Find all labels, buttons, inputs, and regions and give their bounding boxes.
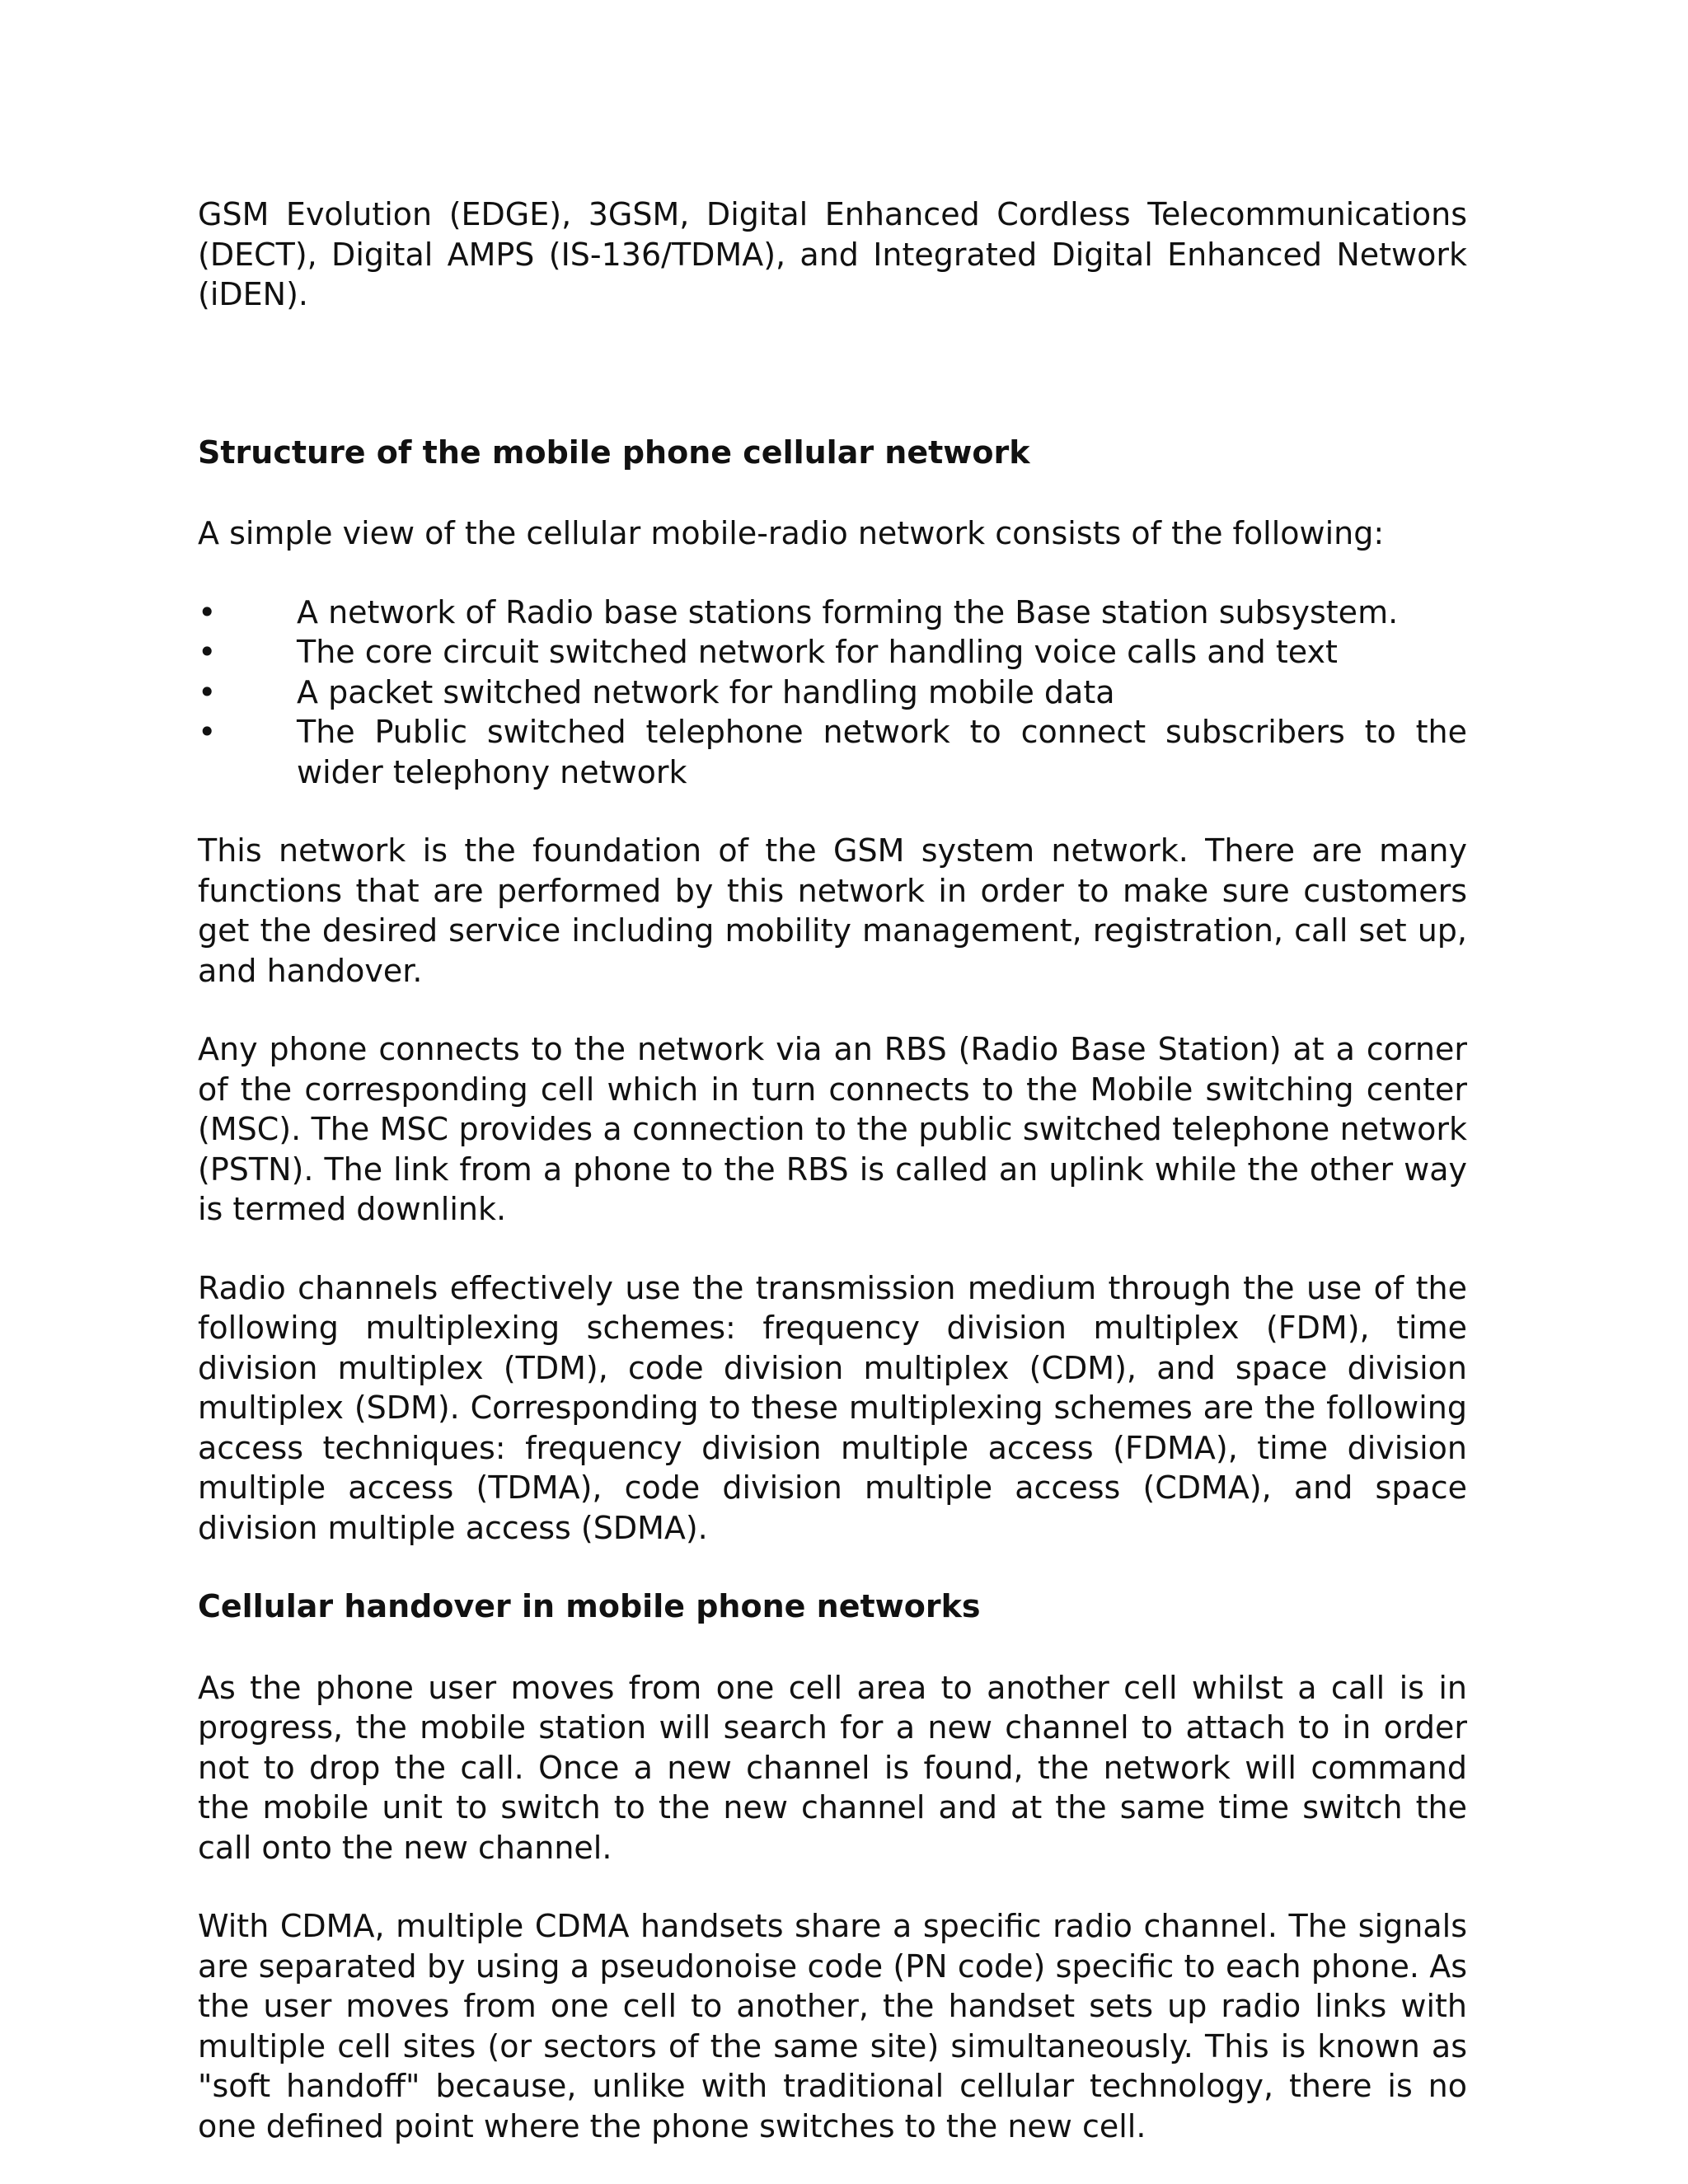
section-heading-handover: Cellular handover in mobile phone networks (198, 1588, 981, 1624)
list-item: • The Public switched telephone network to connect subscribers to the wider telephony network (198, 712, 1467, 792)
rbs-connection-paragraph: Any phone connects to the network via an RBS (Radio Base Station) at a corner of the corresponding cell which in turn connects to the Mobile switching center (MSC). The MSC provides a connection to the public switched telephone network (PSTN). The link from a phone to the RBS is called an uplink while the other way is termed downlink. (198, 1031, 1467, 1227)
document-page (198, 194, 1467, 2146)
list-item: • A network of Radio base stations forming the Base station subsystem. (198, 593, 1467, 633)
handover-paragraph: As the phone user moves from one cell area to another cell whilst a call is in progress, the mobile station will search for a new channel to attach to in order not to drop the call. Once a new channel is found, the network will command the mobile unit to switch to the new channel and at the same time switch the call onto the new channel. (198, 1669, 1467, 1866)
list-item: • The core circuit switched network for handling voice calls and text (198, 632, 1467, 673)
multiplexing-paragraph: Radio channels effectively use the transmission medium through the use of the following multiplexing schemes: frequency division multiplex (FDM), time division multiplex (TDM), code division multiplex (CDM), and space division multiplex (SDM). Corresponding to these multiplexing schemes are the following access techniques: frequency division multiple access (FDMA), time division multiple access (TDMA), code division multiple access (CDMA), and space division multiple access (SDMA). (198, 1269, 1467, 1546)
cdma-soft-handoff-paragraph: With CDMA, multiple CDMA handsets share a specific radio channel. The signals are separated by using a pseudonoise code (PN code) specific to each phone. As the user moves from one cell to another, the handset sets up radio links with multiple cell sites (or sectors of the same site) simultaneously. This is known as "soft handoff" because, unlike with traditional cellular technology, there is no one defined point where the phone switches to the new cell. (198, 1908, 1467, 2144)
section-heading-structure: Structure of the mobile phone cellular network (198, 434, 1030, 471)
network-components-list (198, 593, 1467, 793)
intro-paragraph: GSM Evolution (EDGE), 3GSM, Digital Enhanced Cordless Telecommunications (DECT), Digital AMPS (IS-136/TDMA), and Integrated Digital Enhanced Network (iDEN). (198, 196, 1467, 312)
list-item: • A packet switched network for handling mobile data (198, 673, 1467, 713)
gsm-foundation-paragraph: This network is the foundation of the GSM system network. There are many functions that are performed by this network in order to make sure customers get the desired service including mobility management, registration, call set up, and handover. (198, 832, 1467, 989)
section-lead-paragraph: A simple view of the cellular mobile-radio network consists of the following: (198, 515, 1385, 551)
